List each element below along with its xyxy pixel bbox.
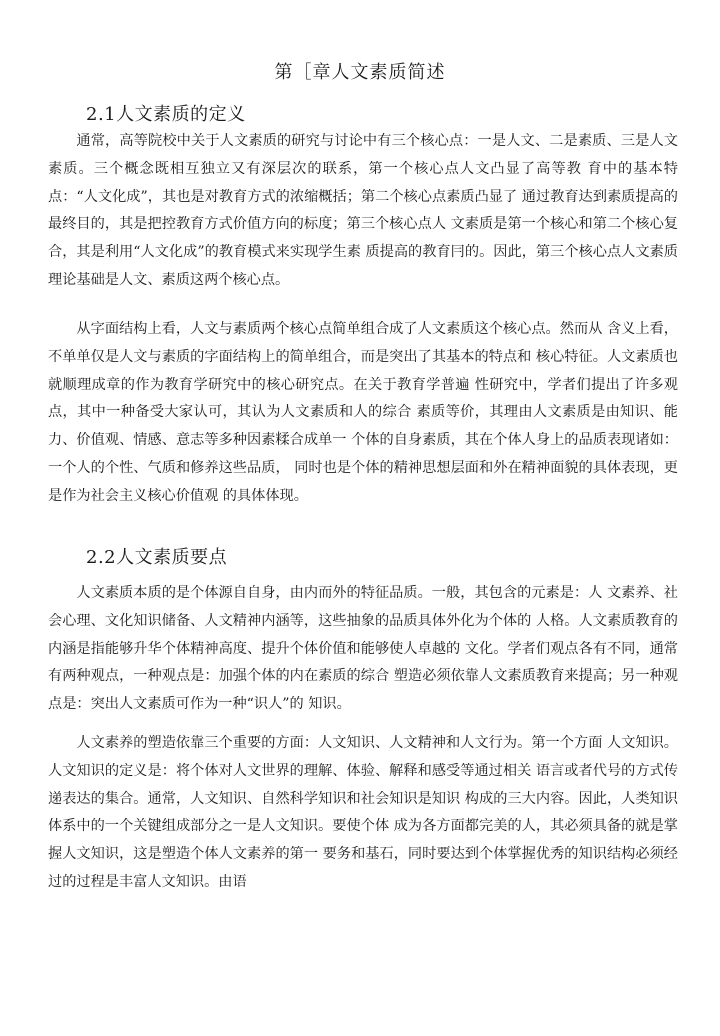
paragraph: 人文素质本质的是个体源自自身，由内而外的特征品质。一般，其包含的元素是：人 文素养、社会心理、文化知识储备、人文精神内涵等，这些抽象的品质具体外化为个体的 人格。人文素质教育的内涵是指能够升华个体精神高度、提升个体价值和能够使人卓越的 文化。学者们观点各有不同，通常有两种观点，一种观点是：加强个体的内在素质的综合 塑造必须依靠人文素质教育来提高；另一种观点是：突出人文素质可作为一种“识人”的 知识。 [48,585,678,713]
paragraph: 从字面结构上看，人文与素质两个核心点简单组合成了人文素质这个核心点。然而从 含义上看，不单单仅是人文与素质的字面结构上的简单组合，而是突出了其基本的特点和 核心特征。人文素质也就顺理成章的作为教育学研究中的核心研究点。在关于教育学普遍 性研究中，学者们提出了许多观点，其中一种备受大家认可，其认为人文素质和人的综合 素质等价，其理由人文素质是由知识、能力、价值观、情感、意志等多种因素糅合成单一 个体的自身素质，其在个体人身上的品质表现诸如：一个人的个性、气质和修养这些品质， 同时也是个体的精神思想层面和外在精神面貌的具体表现，更是作为社会主义核心价值观 的具体体现。 [48,321,678,504]
chapter-title: 第［章人文素质简述 [274,62,446,83]
paragraph: 通常，高等院校中关于人文素质的研究与讨论中有三个核心点：一是人文、二是素质、三是人文素质。三个概念既相互独立又有深层次的联系，第一个核心点人文凸显了高等教 育中的基本特点：“人文化成”，其也是对教育方式的浓缩概括；第二个核心点素质凸显了 通过教育达到素质提高的最终目的，其是把控教育方式价值方向的标度；第三个核心点人 文素质是第一个核心和第二个核心复合，其是利用“人文化成”的教育模式来实现学生素 质提高的教育冃的。因此，第三个核心点人文素质理论基础是人文、素质这两个核心点。 [48,133,678,288]
section-heading-2-2: 2.2人文素质要点 [86,547,228,568]
paragraph: 人文素养的塑造依靠三个重要的方面：人文知识、人文精神和人文行为。第一个方面 人文知识。人文知识的定义是：将个体对人文世界的理解、体验、解释和感受等通过相关 语言或者代号的方式传递表达的集合。通常，人文知识、自然科学知识和社会知识是知识 构成的三大内容。因此，人类知识体系中的一个关键组成部分之一是人文知识。要使个体 成为各方面都完美的人，其必须具备的就是掌握人文知识，这是塑造个体人文素养的第一 要务和基石，同时要达到个体掌握优秀的知识结构必须经过的过程是丰富人文知识。由语 [48,735,678,890]
section-heading-2-1: 2.1人文素质的定义 [86,104,246,125]
